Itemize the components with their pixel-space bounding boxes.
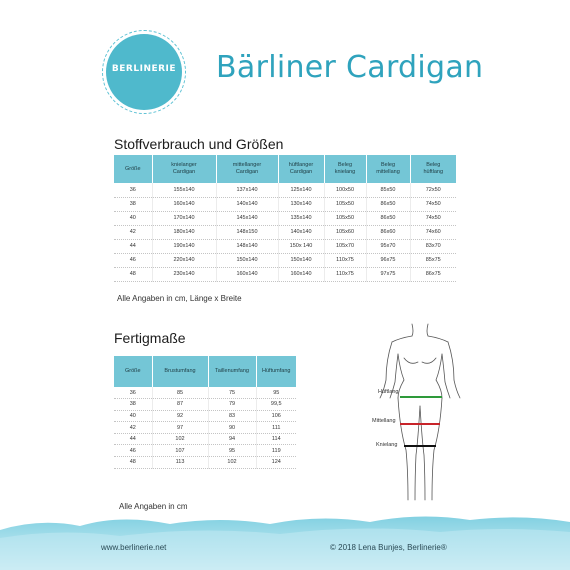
table-cell: 150x140	[278, 253, 324, 267]
table-cell: 94	[208, 433, 256, 445]
table-cell: 38	[114, 197, 152, 211]
table-row	[114, 183, 456, 197]
table-cell: 100x50	[324, 183, 366, 197]
table-cell: 148x140	[216, 239, 278, 253]
header-cell: Taillenumfang	[208, 356, 256, 387]
table-cell: 106	[256, 410, 296, 422]
table-cell: 130x140	[278, 197, 324, 211]
hip-length-label: Hüftlang	[378, 389, 399, 395]
table-cell: 97	[152, 422, 208, 434]
table-cell: 145x140	[216, 211, 278, 225]
fabric-note: Alle Angaben in cm, Länge x Breite	[117, 294, 242, 303]
header-cell: knielanger Cardigan	[152, 155, 216, 183]
table-cell: 119	[256, 445, 296, 457]
website-link[interactable]: www.berlinerie.net	[101, 543, 167, 552]
table-cell: 40	[114, 410, 152, 422]
table-cell: 36	[114, 387, 152, 399]
table-cell: 46	[114, 253, 152, 267]
mid-length-label: Mittellang	[372, 418, 396, 424]
table-cell: 170x140	[152, 211, 216, 225]
fabric-table-header	[114, 155, 456, 183]
table-cell: 160x140	[152, 197, 216, 211]
table-cell: 85x50	[366, 183, 410, 197]
table-cell: 102	[152, 433, 208, 445]
table-cell: 105x50	[324, 197, 366, 211]
table-cell: 36	[114, 183, 152, 197]
header-cell: Brustumfang	[152, 356, 208, 387]
table-cell: 160x140	[216, 267, 278, 281]
table-cell: 99,5	[256, 399, 296, 411]
table-cell: 95	[256, 387, 296, 399]
table-cell: 72x50	[410, 183, 456, 197]
table-cell: 124	[256, 457, 296, 469]
table-cell: 86x50	[366, 211, 410, 225]
measurements-table-header	[114, 356, 296, 387]
table-cell: 95x70	[366, 239, 410, 253]
table-cell: 190x140	[152, 239, 216, 253]
measurements-section-title: Fertigmaße	[114, 330, 186, 346]
fabric-table	[114, 155, 456, 282]
table-cell: 74x60	[410, 225, 456, 239]
measurements-table	[114, 356, 296, 469]
header-cell: hüftlanger Cardigan	[278, 155, 324, 183]
table-cell: 92	[152, 410, 208, 422]
table-row	[114, 422, 296, 434]
body-outline-icon	[360, 320, 470, 510]
table-row	[114, 225, 456, 239]
table-cell: 230x140	[152, 267, 216, 281]
table-cell: 74x50	[410, 197, 456, 211]
table-cell: 107	[152, 445, 208, 457]
table-row	[114, 433, 296, 445]
table-cell: 125x140	[278, 183, 324, 197]
copyright-text: © 2018 Lena Bunjes, Berlinerie®	[330, 543, 447, 552]
table-cell: 148x150	[216, 225, 278, 239]
table-cell: 110x75	[324, 253, 366, 267]
table-cell: 97x75	[366, 267, 410, 281]
document-title: Bärliner Cardigan	[216, 50, 484, 85]
table-cell: 102	[208, 457, 256, 469]
header-cell: Beleg hüftlang	[410, 155, 456, 183]
table-cell: 140x140	[216, 197, 278, 211]
table-cell: 48	[114, 457, 152, 469]
table-cell: 160x140	[278, 267, 324, 281]
table-row	[114, 445, 296, 457]
table-cell: 155x140	[152, 183, 216, 197]
table-row	[114, 197, 456, 211]
table-cell: 79	[208, 399, 256, 411]
table-cell: 85x75	[410, 253, 456, 267]
table-cell: 83	[208, 410, 256, 422]
table-cell: 46	[114, 445, 152, 457]
table-cell: 86x50	[366, 197, 410, 211]
body-figure	[360, 320, 470, 510]
table-cell: 75	[208, 387, 256, 399]
header-cell: mittellanger Cardigan	[216, 155, 278, 183]
table-cell: 111	[256, 422, 296, 434]
table-row	[114, 410, 296, 422]
table-cell: 38	[114, 399, 152, 411]
table-cell: 105x50	[324, 211, 366, 225]
measurements-note: Alle Angaben in cm	[119, 502, 188, 511]
table-cell: 137x140	[216, 183, 278, 197]
table-cell: 105x60	[324, 225, 366, 239]
table-cell: 87	[152, 399, 208, 411]
table-cell: 113	[152, 457, 208, 469]
fabric-section-title: Stoffverbrauch und Größen	[114, 136, 284, 152]
header-cell: Hüftumfang	[256, 356, 296, 387]
table-cell: 105x70	[324, 239, 366, 253]
logo-text: BERLINERIE	[111, 64, 177, 74]
table-cell: 110x75	[324, 267, 366, 281]
knee-length-label: Knielang	[376, 442, 398, 448]
table-cell: 42	[114, 225, 152, 239]
table-cell: 44	[114, 433, 152, 445]
table-cell: 44	[114, 239, 152, 253]
table-cell: 135x140	[278, 211, 324, 225]
table-cell: 40	[114, 211, 152, 225]
table-cell: 74x50	[410, 211, 456, 225]
table-row	[114, 253, 456, 267]
table-cell: 42	[114, 422, 152, 434]
berlinerie-logo	[106, 34, 182, 110]
table-row	[114, 387, 296, 399]
table-cell: 90	[208, 422, 256, 434]
header-cell: Größe	[114, 155, 152, 183]
header-cell: Beleg knielang	[324, 155, 366, 183]
table-cell: 86x75	[410, 267, 456, 281]
table-cell: 180x140	[152, 225, 216, 239]
table-cell: 95	[208, 445, 256, 457]
table-cell: 114	[256, 433, 296, 445]
table-row	[114, 239, 456, 253]
table-row	[114, 211, 456, 225]
table-cell: 86x60	[366, 225, 410, 239]
table-row	[114, 267, 456, 281]
table-row	[114, 399, 296, 411]
table-cell: 150x140	[216, 253, 278, 267]
header-cell: Beleg mittellang	[366, 155, 410, 183]
table-cell: 96x75	[366, 253, 410, 267]
table-cell: 83x70	[410, 239, 456, 253]
header-cell: Größe	[114, 356, 152, 387]
table-row	[114, 457, 296, 469]
table-cell: 140x140	[278, 225, 324, 239]
table-cell: 48	[114, 267, 152, 281]
table-cell: 85	[152, 387, 208, 399]
table-cell: 220x140	[152, 253, 216, 267]
table-cell: 150x 140	[278, 239, 324, 253]
watercolor-band	[0, 510, 570, 570]
